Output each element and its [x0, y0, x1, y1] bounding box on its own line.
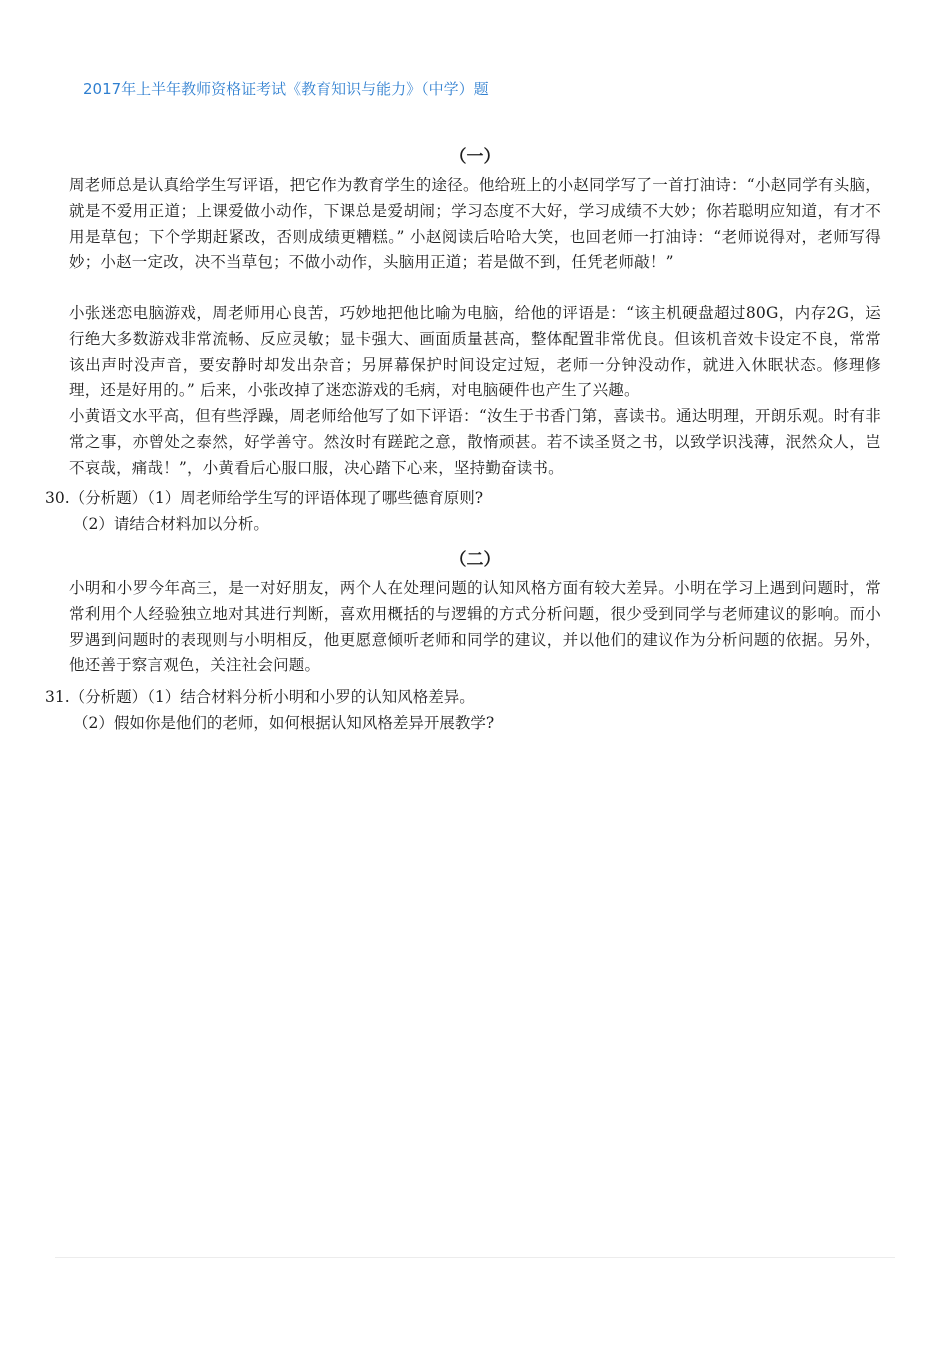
footer-divider: [55, 1257, 895, 1258]
material-paragraph: 小张迷恋电脑游戏，周老师用心良苦，巧妙地把他比喻为电脑，给他的评语是：“该主机硬盘超过80G，内存2G，运行绝大多数游戏非常流畅、反应灵敏；显卡强大、画面质量甚高，整体配置非常优良。但该机音效卡设定不良，常常该出声时没声音，要安静时却发出杂音；另屏幕保护时间设定过短，老师一分钟没动作，就进入休眠状态。修理修理，还是好用的。” 后来，小张改掉了迷恋游戏的毛病，对电脑硬件也产生了兴趣。: [69, 304, 881, 400]
question-31: [45, 684, 885, 736]
question-30-part1: 30.（分析题）（1）周老师给学生写的评语体现了哪些德育原则?: [45, 489, 484, 507]
question-31-part2: （2）假如你是他们的老师，如何根据认知风格差异开展教学?: [73, 714, 495, 732]
question-30: [45, 485, 885, 537]
material-paragraph: 周老师总是认真给学生写评语，把它作为教育学生的途径。他给班上的小赵同学写了一首打油诗：“小赵同学有头脑，就是不爱用正道；上课爱做小动作，下课总是爱胡闹；学习态度不大好，学习成绩不大妙；你若聪明应知道，有才不用是草包；下个学期赶紧改，否则成绩更糟糕。” 小赵阅读后哈哈大笑，也回老师一打油诗：“老师说得对，老师写得妙；小赵一定改，决不当草包；不做小动作，头脑用正道；若是做不到，任凭老师敲！”: [69, 176, 881, 272]
material-paragraph: 小黄语文水平高，但有些浮躁，周老师给他写了如下评语：“汝生于书香门第，喜读书。通达明理，开朗乐观。时有非常之事，亦曾处之泰然，好学善守。然汝时有蹉跎之意，散惰顽甚。若不读圣贤之书，以致学识浅薄，泯然众人，岂不哀哉，痛哉！”，小黄看后心服口服，决心踏下心来，坚持勤奋读书。: [69, 407, 881, 477]
document-header: 2017年上半年教师资格证考试《教育知识与能力》（中学）题: [83, 80, 489, 98]
section-heading-1: （一）: [449, 147, 501, 167]
question-30-part2: （2）请结合材料加以分析。: [73, 515, 269, 533]
question-31-part1: 31.（分析题）（1）结合材料分析小明和小罗的认知风格差异。: [45, 688, 475, 706]
section-heading-2: （二）: [449, 550, 501, 570]
material-paragraph: 小明和小罗今年高三，是一对好朋友，两个人在处理问题的认知风格方面有较大差异。小明在学习上遇到问题时，常常利用个人经验独立地对其进行判断，喜欢用概括的与逻辑的方式分析问题，很少受到同学与老师建议的影响。而小罗遇到问题时的表现则与小明相反，他更愿意倾听老师和同学的建议，并以他们的建议作为分析问题的依据。另外，他还善于察言观色，关注社会问题。: [69, 579, 881, 675]
